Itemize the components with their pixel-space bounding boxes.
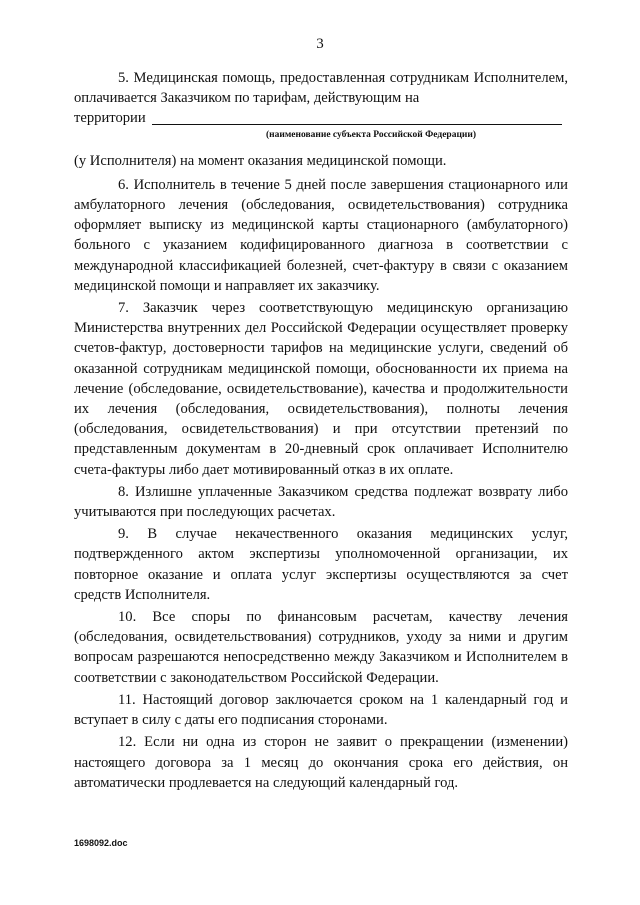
paragraph-8: 8. Излишне уплаченные Заказчиком средства подлежат возврату либо учитываются при последующих расчетах. — [74, 483, 568, 521]
territory-label: территории — [74, 110, 146, 127]
paragraph-7: 7. Заказчик через соответствующую медицинскую организацию Министерства внутренних дел Российской Федерации осуществляет проверку счетов-фактур, достоверности тарифов на медицинские услуги, сведений об оказанной сотрудникам медицинской помощи, обоснованности их приема на лечение (обследование, освидетельствование), качества и продолжительности их лечения (обследования, освидетельствования), полноты лечения (обследования, освидетельствования) и при отсутствии претензий по представленным документам в 20-дневный срок оплачивает Исполнителю счета-фактуры либо дает мотивированный отказ в их оплате. — [74, 300, 568, 478]
document-body — [74, 68, 568, 795]
paragraph-12: 12. Если ни одна из сторон не заявит о прекращении (изменении) настоящего договора за 1 месяц до окончания срока его действия, он автоматически продлевается на следующий календарный год. — [74, 734, 568, 791]
territory-blank-line — [74, 108, 568, 128]
underline-caption: (наименование субъекта Российской Федерации) — [265, 129, 477, 140]
paragraph-10: 10. Все споры по финансовым расчетам, качеству лечения (обследования, освидетельствования) сотрудников, уходу за ними и другим вопросам разрешаются непосредственно между Заказчиком и Исполнителем в соответствии с законодательством Российской Федерации. — [74, 609, 568, 686]
paragraph-5-end: (у Исполнителя) на момент оказания медицинской помощи. — [74, 152, 447, 169]
page-number: 3 — [316, 36, 324, 52]
paragraph-5-start: 5. Медицинская помощь, предоставленная сотрудникам Исполнителем, оплачивается Заказчиком по тарифам, действующим на — [74, 70, 568, 107]
paragraph-6: 6. Исполнитель в течение 5 дней после завершения стационарного или амбулаторного лечения (обследования, освидетельствования) сотрудника оформляет выписку из медицинской карты стационарного (амбулаторного) больного с указанием кодифицированного диагноза в соответствии с международной классификацией болезней, счет-фактуру в связи с оказанием медицинской помощи и направляет их заказчику. — [74, 176, 568, 294]
fill-in-underline — [152, 123, 562, 125]
paragraph-9: 9. В случае некачественного оказания медицинских услуг, подтвержденного актом экспертизы уполномоченной организации, их повторное оказание и оплата услуг экспертизы осуществляются за счет средств Исполнителя. — [74, 526, 568, 603]
paragraph-11: 11. Настоящий договор заключается сроком на 1 календарный год и вступает в силу с даты его подписания сторонами. — [74, 691, 568, 729]
file-name-footer: 1698092.doc — [74, 838, 128, 848]
